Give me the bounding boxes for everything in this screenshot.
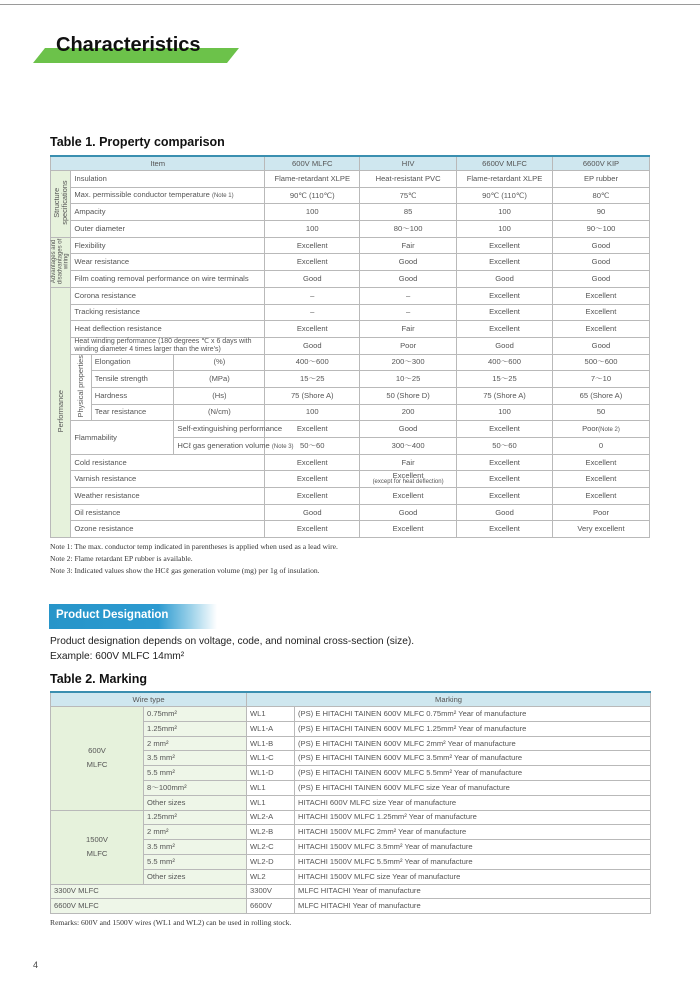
page-title: Characteristics — [56, 34, 201, 56]
designation-description — [50, 634, 414, 664]
row-label — [174, 438, 294, 455]
marking-text: HITACHI 1500V MLFC 2mm² Year of manufacture — [295, 825, 651, 840]
row-label: Film coating removal performance on wire terminals — [71, 271, 265, 288]
table-row — [51, 321, 650, 338]
cell: Excellent — [265, 488, 360, 505]
cell-text: Poor — [582, 424, 599, 433]
table2-header-row — [51, 692, 651, 707]
table2-remarks: Remarks: 600V and 1500V wires (WL1 and WL2) can be used in rolling stock. — [50, 918, 292, 927]
cell: 15～25 — [265, 371, 360, 388]
property-comparison-table — [50, 155, 650, 538]
row-label: Self-extinguishing performance — [174, 421, 265, 438]
cell: Excellent — [360, 488, 457, 505]
cell: Excellent — [457, 254, 553, 271]
col-header-marking: Marking — [247, 692, 651, 707]
cell: 80℃ — [552, 187, 649, 204]
marking-other-group — [51, 884, 651, 914]
wire-size: Other sizes — [144, 869, 247, 884]
cell: 100 — [457, 221, 553, 238]
row-label: Wear resistance — [71, 254, 265, 271]
unit: (N/cm) — [174, 404, 265, 421]
row-label: Heat deflection resistance — [71, 321, 265, 338]
table-row — [51, 488, 650, 505]
cell: 400～600 — [265, 354, 360, 371]
table-row — [51, 899, 651, 914]
table-row — [51, 187, 650, 204]
cell: – — [360, 304, 457, 321]
unit: (%) — [174, 354, 265, 371]
cell: Excellent — [457, 471, 553, 488]
row-label: Cold resistance — [71, 454, 265, 471]
cell-subtext: (except for heat deflection) — [372, 478, 444, 485]
marking-code: WL2-A — [247, 810, 295, 825]
marking-text: HITACHI 1500V MLFC 5.5mm² Year of manufacture — [295, 854, 651, 869]
table-row — [51, 254, 650, 271]
table-row — [51, 271, 650, 288]
table-row — [51, 471, 650, 488]
cell: Excellent — [360, 521, 457, 538]
cell: Excellent — [552, 287, 649, 304]
row-label-text: Max. permissible conductor temperature — [74, 190, 210, 200]
cell: Fair — [360, 454, 457, 471]
cell: 15～25 — [457, 371, 553, 388]
col-header-wire-type: Wire type — [51, 692, 247, 707]
table1-notes — [50, 541, 338, 577]
table-row — [51, 387, 650, 404]
marking-600v-group — [51, 707, 651, 811]
wire-size: 0.75mm² — [144, 707, 247, 722]
table-row — [51, 221, 650, 238]
cell: – — [360, 287, 457, 304]
group-performance — [51, 287, 71, 537]
table-row — [51, 521, 650, 538]
wire-size: Other sizes — [144, 795, 247, 810]
col-header: 600V MLFC — [265, 156, 360, 171]
cell: 90 — [552, 204, 649, 221]
marking-text: MLFC HITACHI Year of manufacture — [295, 899, 651, 914]
cell: 0 — [552, 438, 649, 455]
row-label: Varnish resistance — [71, 471, 265, 488]
cell: Good — [457, 271, 553, 288]
cell: EP rubber — [552, 171, 649, 188]
row-label: Hardness — [91, 387, 174, 404]
marking-code: WL2-C — [247, 840, 295, 855]
row-label: Heat winding performance (180 degrees ℃ x 6 days with winding diameter 4 times larger than the wire's) — [71, 337, 265, 354]
table2-title: Table 2. Marking — [50, 672, 148, 686]
row-label: Tear resistance — [91, 404, 174, 421]
cell: 100 — [457, 204, 553, 221]
cell: Good — [552, 237, 649, 254]
cell: Good — [265, 271, 360, 288]
cell: 200 — [360, 404, 457, 421]
group-advantages — [51, 237, 71, 287]
cell: 50～60 — [265, 438, 360, 455]
cell — [552, 421, 649, 438]
group-flammability: Flammability — [71, 421, 174, 454]
cell: 100 — [265, 404, 360, 421]
cell: Excellent — [552, 454, 649, 471]
marking-code: WL1-C — [247, 751, 295, 766]
marking-table — [50, 691, 651, 914]
marking-code: 3300V — [247, 884, 295, 899]
wire-size: 1.25mm² — [144, 810, 247, 825]
cell — [360, 471, 457, 488]
cell: Flame-retardant XLPE — [265, 171, 360, 188]
top-rule — [0, 4, 700, 5]
wire-size: 5.5 mm² — [144, 766, 247, 781]
note-line: Note 3: Indicated values show the HCℓ gas generation volume (mg) per 1g of insulation. — [50, 566, 320, 575]
table-row — [51, 237, 650, 254]
cell: 100 — [457, 404, 553, 421]
table-row — [51, 371, 650, 388]
row-label: Flexibility — [71, 237, 265, 254]
cell: Very excellent — [552, 521, 649, 538]
col-header: 6600V KIP — [552, 156, 649, 171]
marking-text: HITACHI 1500V MLFC size Year of manufacture — [295, 869, 651, 884]
wire-group-label: 600V MLFC — [51, 707, 144, 811]
table-row — [51, 884, 651, 899]
marking-code: WL1 — [247, 795, 295, 810]
wire-type: 6600V MLFC — [51, 899, 247, 914]
cell: Good — [552, 271, 649, 288]
cell: Excellent — [457, 304, 553, 321]
cell: 500～600 — [552, 354, 649, 371]
cell: Flame-retardant XLPE — [457, 171, 553, 188]
row-label: Outer diameter — [71, 221, 265, 238]
note-ref: (Note 3) — [271, 443, 294, 450]
wire-size: 1.25mm² — [144, 721, 247, 736]
marking-code: 6600V — [247, 899, 295, 914]
cell: 100 — [265, 221, 360, 238]
row-label: Tensile strength — [91, 371, 174, 388]
table-row — [51, 421, 650, 438]
marking-code: WL1-B — [247, 736, 295, 751]
cell: Excellent — [265, 471, 360, 488]
group-label: Advantages and disadvantages of wiring — [51, 238, 70, 284]
cell: Excellent — [265, 254, 360, 271]
table1-header-row — [51, 156, 650, 171]
note-line: Note 2: Flame retardant EP rubber is available. — [50, 554, 193, 563]
cell: Excellent — [552, 471, 649, 488]
marking-code: WL1-A — [247, 721, 295, 736]
unit: (MPa) — [174, 371, 265, 388]
cell: 50 — [552, 404, 649, 421]
cell-text: Excellent — [392, 471, 424, 481]
table-row — [51, 337, 650, 354]
group-label: Performance — [55, 390, 65, 433]
note-ref: (Note 2) — [598, 427, 620, 433]
col-header: 6600V MLFC — [457, 156, 553, 171]
cell: Excellent — [552, 321, 649, 338]
marking-code: WL2-D — [247, 854, 295, 869]
group-structure — [51, 171, 71, 238]
cell: Fair — [360, 237, 457, 254]
table-row — [51, 354, 650, 371]
cell: 100 — [265, 204, 360, 221]
cell: 300～400 — [360, 438, 457, 455]
cell: 50 (Shore D) — [360, 387, 457, 404]
cell: 75 (Shore A) — [457, 387, 553, 404]
designation-desc-line: Product designation depends on voltage, code, and nominal cross-section (size). — [50, 636, 415, 647]
wire-size: 3.5 mm² — [144, 840, 247, 855]
row-label: Weather resistance — [71, 488, 265, 505]
cell: Good — [457, 504, 553, 521]
cell: Excellent — [457, 321, 553, 338]
marking-text: HITACHI 1500V MLFC 1.25mm² Year of manufacture — [295, 810, 651, 825]
cell: 50～60 — [457, 438, 553, 455]
col-header-item: Item — [51, 156, 265, 171]
cell: Good — [265, 337, 360, 354]
cell: 75 (Shore A) — [265, 387, 360, 404]
row-label: Corona resistance — [71, 287, 265, 304]
group-label: Structure specifications — [51, 180, 69, 226]
wire-group-label: 1500V MLFC — [51, 810, 144, 884]
marking-code: WL2-B — [247, 825, 295, 840]
marking-text: (PS) E HITACHI TAINEN 600V MLFC 1.25mm² Year of manufacture — [295, 721, 651, 736]
marking-text: (PS) E HITACHI TAINEN 600V MLFC 5.5mm² Year of manufacture — [295, 766, 651, 781]
wire-size: 2 mm² — [144, 736, 247, 751]
marking-text: (PS) E HITACHI TAINEN 600V MLFC 0.75mm² Year of manufacture — [295, 707, 651, 722]
marking-text: HITACHI 1500V MLFC 3.5mm² Year of manufacture — [295, 840, 651, 855]
cell: Good — [552, 337, 649, 354]
marking-text: (PS) E HITACHI TAINEN 600V MLFC 3.5mm² Year of manufacture — [295, 751, 651, 766]
cell: Excellent — [457, 287, 553, 304]
cell: – — [265, 304, 360, 321]
wire-type: 3300V MLFC — [51, 884, 247, 899]
cell: Excellent — [552, 304, 649, 321]
cell: 80～100 — [360, 221, 457, 238]
table-row — [51, 171, 650, 188]
note-ref: (Note 1) — [211, 193, 234, 200]
table1-title: Table 1. Property comparison — [50, 135, 225, 149]
marking-text: MLFC HITACHI Year of manufacture — [295, 884, 651, 899]
cell: Fair — [360, 321, 457, 338]
marking-text: (PS) E HITACHI TAINEN 600V MLFC size Year of manufacture — [295, 780, 651, 795]
cell: – — [265, 287, 360, 304]
marking-code: WL2 — [247, 869, 295, 884]
designation-example: Example: 600V MLFC 14mm² — [50, 651, 185, 662]
note-line: Note 1: The max. conductor temp indicated in parentheses is applied when used as a lead wire. — [50, 542, 338, 551]
wire-size: 5.5 mm² — [144, 854, 247, 869]
page-number: 4 — [33, 960, 39, 970]
cell: 90～100 — [552, 221, 649, 238]
table-row — [51, 404, 650, 421]
unit: (Hs) — [174, 387, 265, 404]
cell: Excellent — [265, 321, 360, 338]
table-row — [51, 810, 651, 825]
designation-heading: Product Designation — [56, 609, 169, 621]
cell: 90℃ (110℃) — [265, 187, 360, 204]
group-label: Physical properties — [76, 355, 86, 418]
table-row — [51, 454, 650, 471]
marking-code: WL1 — [247, 780, 295, 795]
cell: Excellent — [457, 421, 553, 438]
wire-size: 3.5 mm² — [144, 751, 247, 766]
row-label: Oil resistance — [71, 504, 265, 521]
cell: Good — [360, 421, 457, 438]
row-label: Insulation — [71, 171, 265, 188]
cell: 200～300 — [360, 354, 457, 371]
cell: Excellent — [457, 521, 553, 538]
cell: 7～10 — [552, 371, 649, 388]
row-label — [71, 187, 265, 204]
marking-text: HITACHI 600V MLFC size Year of manufacture — [295, 795, 651, 810]
cell: 400～600 — [457, 354, 553, 371]
row-label-text: HCℓ gas generation volume — [177, 440, 270, 450]
cell: 85 — [360, 204, 457, 221]
row-label: Tracking resistance — [71, 304, 265, 321]
cell: Good — [265, 504, 360, 521]
cell: Excellent — [457, 488, 553, 505]
marking-code: WL1-D — [247, 766, 295, 781]
table-row — [51, 504, 650, 521]
cell: Excellent — [265, 521, 360, 538]
row-label: Ozone resistance — [71, 521, 265, 538]
col-header: HIV — [360, 156, 457, 171]
row-label: Elongation — [91, 354, 174, 371]
group-physical — [71, 354, 91, 421]
marking-code: WL1 — [247, 707, 295, 722]
cell: 75℃ — [360, 187, 457, 204]
cell: Good — [552, 254, 649, 271]
cell: Excellent — [265, 421, 360, 438]
wire-size: 8～100mm² — [144, 780, 247, 795]
cell: Excellent — [457, 454, 553, 471]
cell: Excellent — [552, 488, 649, 505]
cell: Excellent — [265, 237, 360, 254]
cell: Good — [360, 271, 457, 288]
cell: Good — [360, 504, 457, 521]
wire-size: 2 mm² — [144, 825, 247, 840]
cell: 65 (Shore A) — [552, 387, 649, 404]
cell: 90℃ (110℃) — [457, 187, 553, 204]
cell: Heat-resistant PVC — [360, 171, 457, 188]
table-row — [51, 287, 650, 304]
row-label: Ampacity — [71, 204, 265, 221]
marking-text: (PS) E HITACHI TAINEN 600V MLFC 2mm² Year of manufacture — [295, 736, 651, 751]
table-row — [51, 204, 650, 221]
marking-1500v-group — [51, 810, 651, 884]
cell: Good — [360, 254, 457, 271]
table-row — [51, 304, 650, 321]
cell: Excellent — [457, 237, 553, 254]
cell: Poor — [360, 337, 457, 354]
table-row — [51, 707, 651, 722]
cell: Good — [457, 337, 553, 354]
cell: Excellent — [265, 454, 360, 471]
cell: Poor — [552, 504, 649, 521]
cell: 10～25 — [360, 371, 457, 388]
